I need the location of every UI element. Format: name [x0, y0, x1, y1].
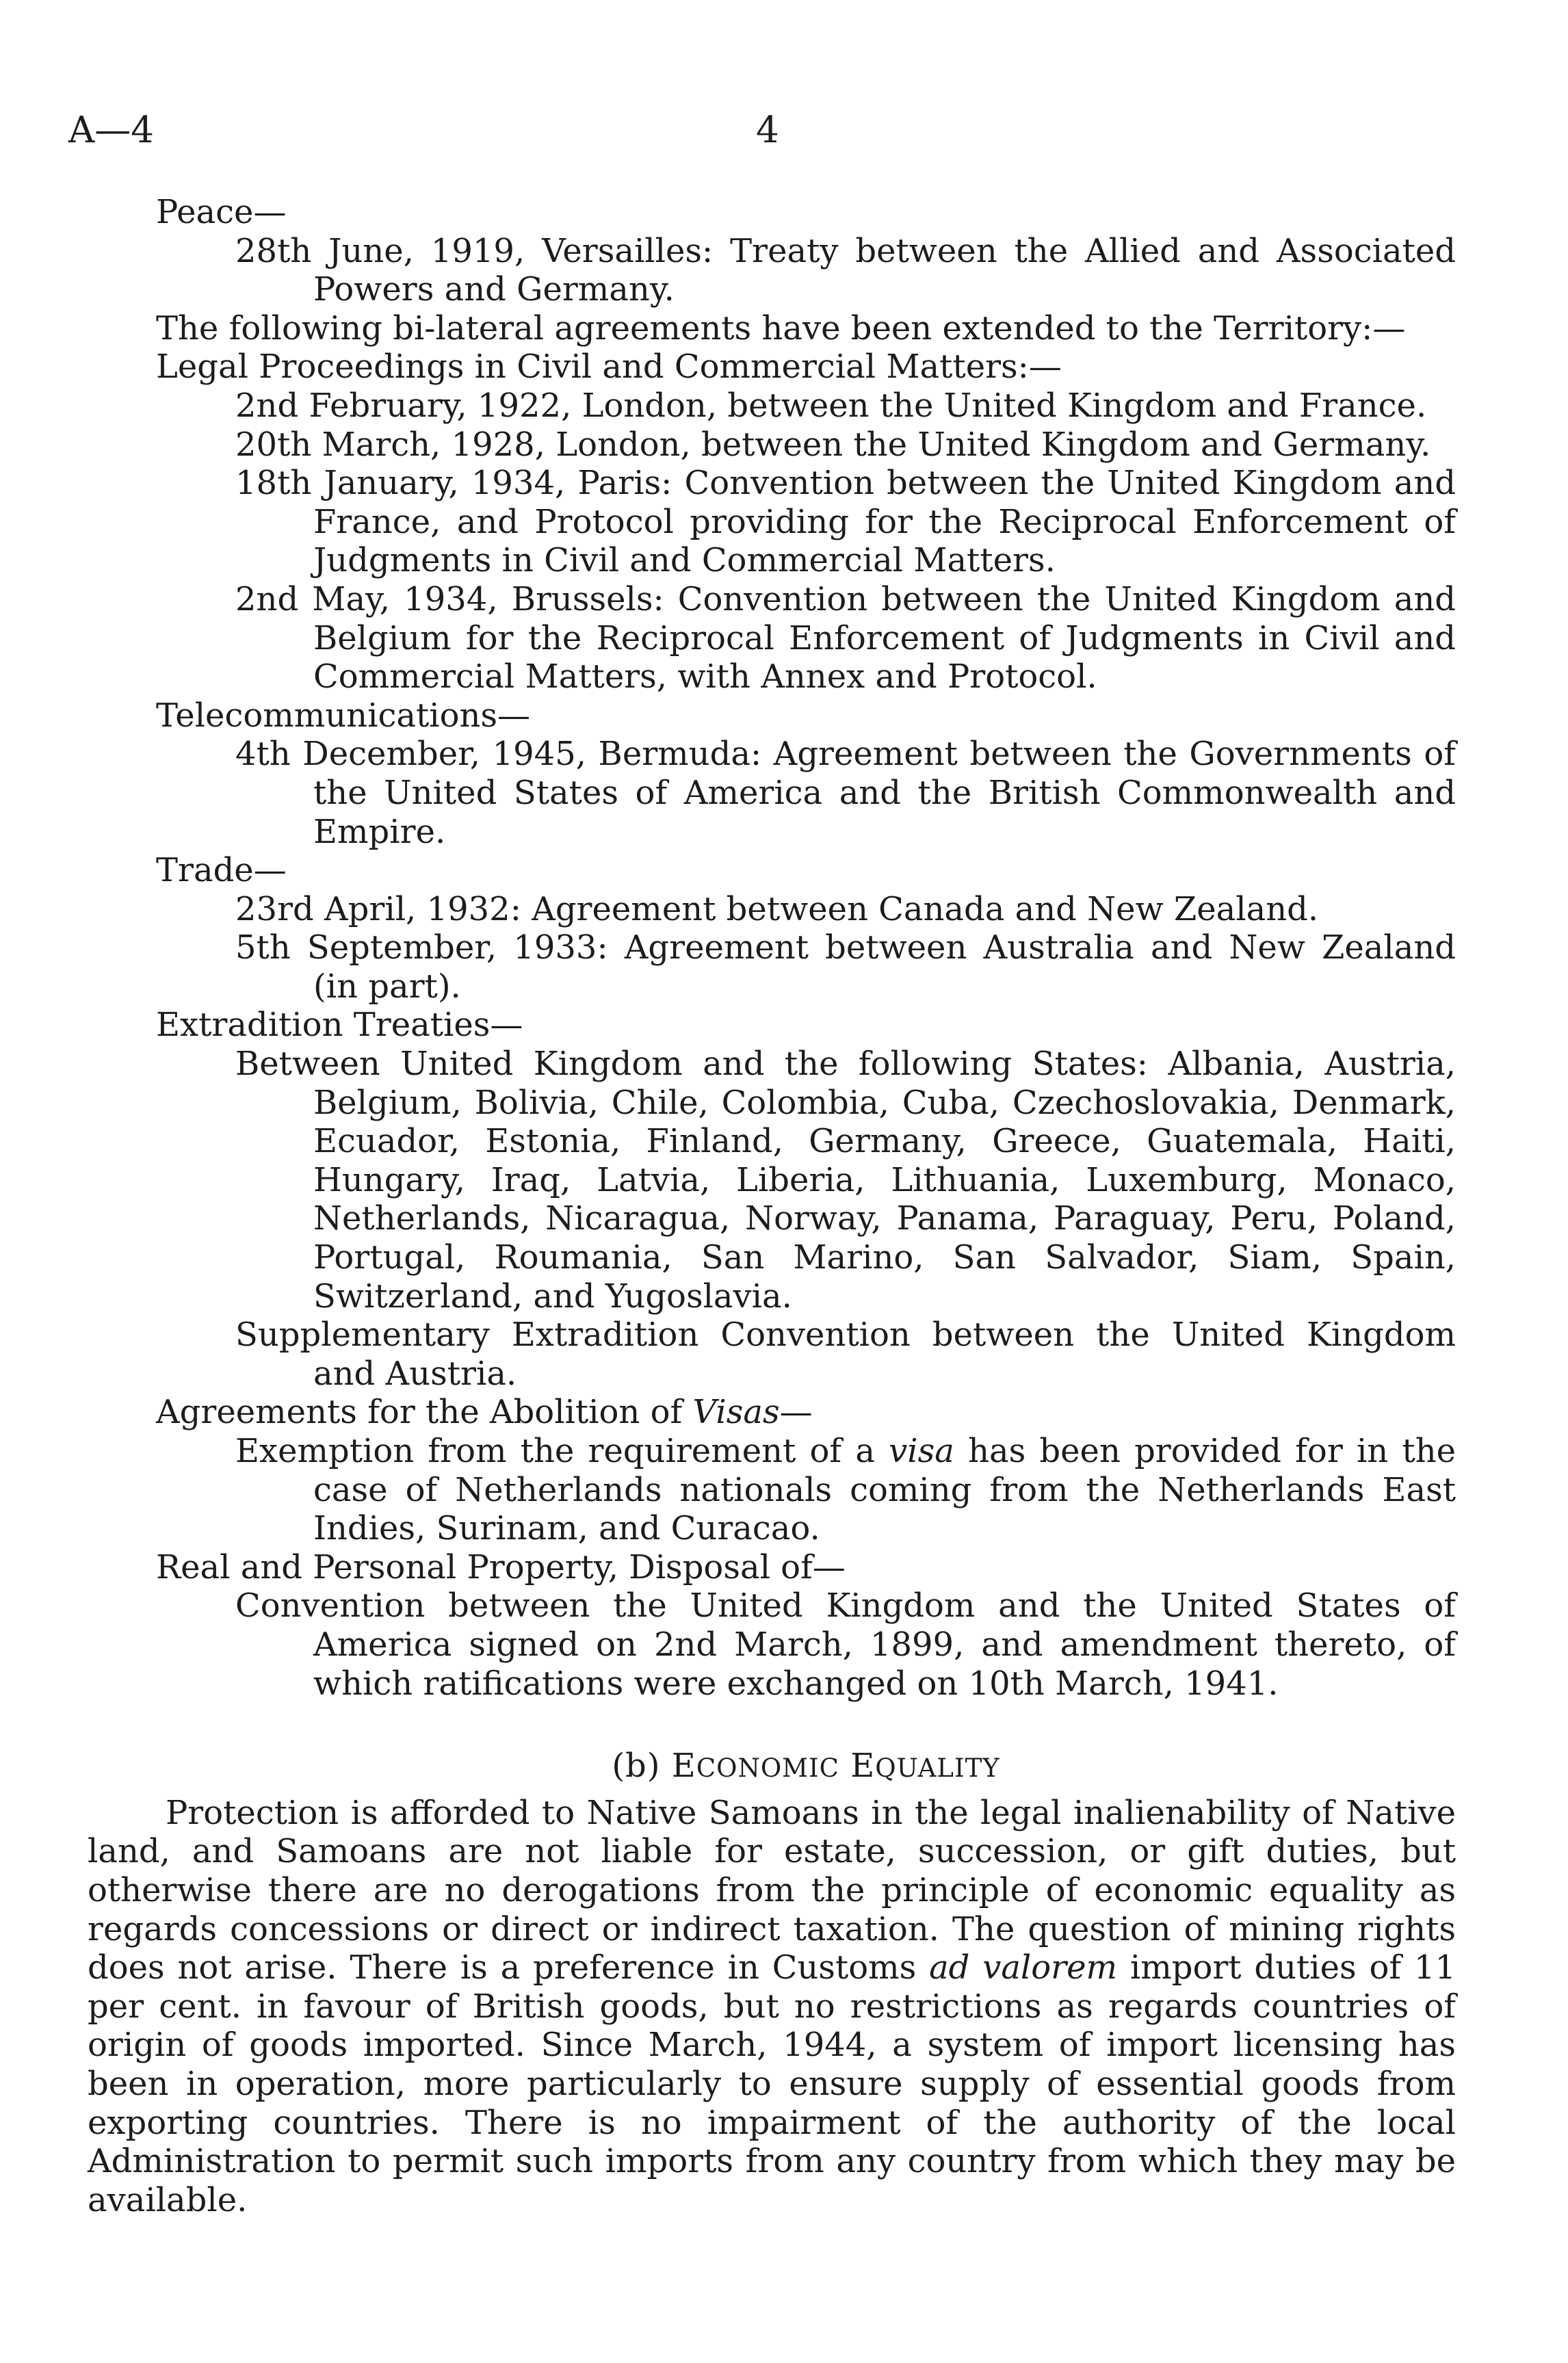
- visas-item-part2: has been provided for in the case of Netherlands nationals coming from the Netherlands East Indies, Surinam, and Curacao.: [313, 1432, 1456, 1548]
- page-number: 4: [756, 109, 779, 151]
- legal-item: 18th January, 1934, Paris: Convention between the United Kingdom and France, and Protocol providing for the Reciprocal Enforcement of Judgments in Civil and Commercial Matters.: [235, 464, 1456, 580]
- trade-heading: Trade—: [156, 851, 287, 890]
- property-item: Convention between the United Kingdom and the United States of America signed on 2nd March, 1899, and amendment thereto, of which ratifications were exchanged on 10th March, 1941.: [235, 1587, 1456, 1703]
- legal-heading: Legal Proceedings in Civil and Commercial Matters:—: [156, 348, 1062, 387]
- extradition-item: Between United Kingdom and the following States: Albania, Austria, Belgium, Bolivia, Chile, Colombia, Cuba, Czechoslovakia, Denmark, Ecuador, Estonia, Finland, Germany, Greece, Guatemala, Haiti, Hungary, Iraq, Latvia, Liberia, Lithuania, Luxemburg, Monaco, Netherlands, Nicaragua, Norway, Panama, Paraguay, Peru, Poland, Portugal, Roumania, San Marino, San Salvador, Siam, Spain, Switzerland, and Yugoslavia.: [235, 1045, 1456, 1316]
- heading-rest: CONOMIC: [696, 1753, 839, 1784]
- visas-heading-prefix: Agreements for the Abolition of: [156, 1393, 693, 1432]
- legal-item: 2nd May, 1934, Brussels: Convention between the United Kingdom and Belgium for the Reciprocal Enforcement of Judgments in Civil and Commercial Matters, with Annex and Protocol.: [235, 579, 1456, 696]
- visas-item-italic: visa: [889, 1432, 954, 1470]
- economic-heading: [156, 1747, 1456, 1788]
- heading-rest: QUALITY: [875, 1753, 1000, 1784]
- economic-paragraph: [88, 1794, 1456, 2220]
- property-heading: Real and Personal Property, Disposal of—: [156, 1548, 846, 1587]
- document-body: [88, 193, 1456, 2219]
- extradition-item: Supplementary Extradition Convention between the United Kingdom and Austria.: [235, 1316, 1456, 1393]
- visas-heading-italic: Visas: [692, 1393, 780, 1432]
- visas-item: [156, 1432, 1456, 1548]
- economic-heading-label: (b): [612, 1747, 661, 1786]
- telecom-heading: Telecommunications—: [156, 696, 531, 735]
- heading-cap: E: [671, 1747, 696, 1786]
- visas-item-part1: Exemption from the requirement of a: [235, 1432, 889, 1470]
- peace-heading: Peace—: [156, 193, 287, 231]
- legal-item: 20th March, 1928, London, between the United Kingdom and Germany.: [235, 425, 1431, 464]
- extradition-heading: Extradition Treaties—: [156, 1006, 523, 1045]
- visas-heading-suffix: —: [779, 1393, 813, 1432]
- legal-item: 2nd February, 1922, London, between the United Kingdom and France.: [235, 386, 1427, 425]
- visas-heading: [156, 1393, 1456, 1432]
- bilateral-intro: The following bi-lateral agreements have been extended to the Territory:—: [156, 309, 1406, 348]
- trade-item: 23rd April, 1932: Agreement between Canada and New Zealand.: [235, 889, 1319, 928]
- heading-cap: E: [850, 1747, 876, 1786]
- economic-para-part2: import duties of 11 per cent. in favour of British goods, but no restrictions as regards countries of origin of goods imported. Since March, 1944, a system of import licensing has been in operation, more particularly to ensure supply of essential goods from exporting countries. There is no impairment of the authority of the local Administration to permit such imports from any country from which they may be available.: [88, 1948, 1456, 2219]
- telecom-item: 4th December, 1945, Bermuda: Agreement between the Governments of the United States of America and the British Commonwealth and Empire.: [235, 735, 1456, 851]
- economic-para-part1: Protection is afforded to Native Samoans in the legal inalienability of Native land, and Samoans are not liable for estate, succession, or gift duties, but otherwise there are no derogations from the principle of economic equality as regards concessions or direct or indirect taxation. The question of mining rights does not arise. There is a preference in Customs: [88, 1793, 1456, 1987]
- page-code: A—4: [68, 109, 154, 151]
- economic-para-italic: ad valorem: [929, 1948, 1118, 1987]
- peace-item: 28th June, 1919, Versailles: Treaty between the Allied and Associated Powers and Germany.: [235, 231, 1456, 309]
- trade-item: 5th September, 1933: Agreement between Australia and New Zealand (in part).: [235, 928, 1456, 1006]
